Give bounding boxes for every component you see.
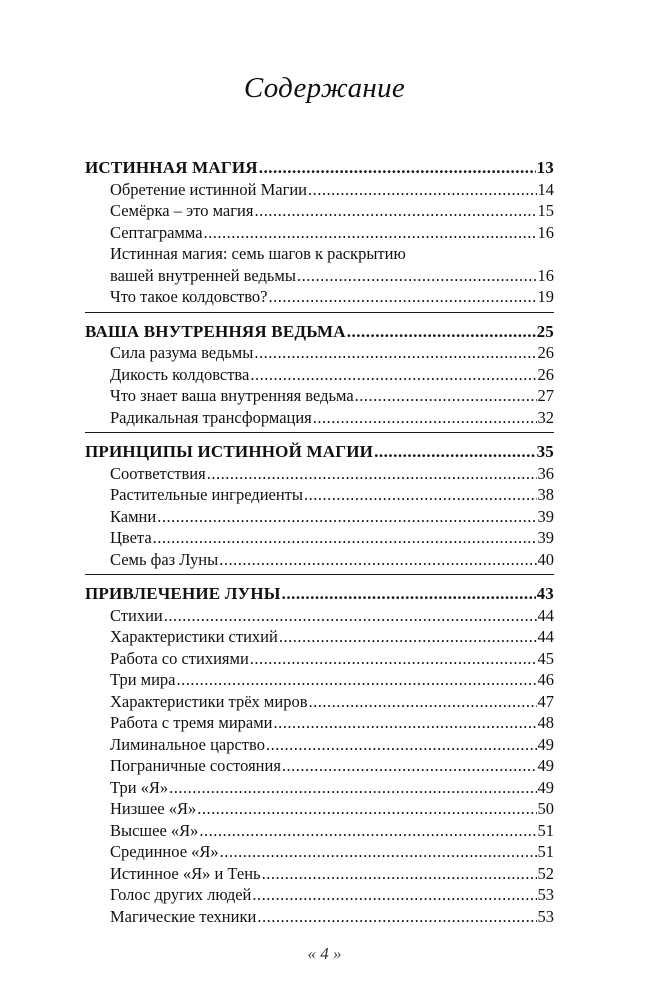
toc-entry[interactable]: [85, 626, 554, 648]
toc-entry-page: 16: [537, 265, 554, 285]
toc-section: [85, 321, 554, 434]
toc-entry[interactable]: [85, 385, 554, 407]
toc-section-heading[interactable]: [85, 157, 554, 179]
dot-leader: [259, 157, 536, 179]
toc-entry-title: Растительные ингредиенты: [110, 485, 303, 504]
toc-entry-page: 40: [537, 549, 554, 569]
dot-leader: [347, 321, 536, 343]
toc-entry-page: 53: [537, 906, 554, 926]
toc-section-heading[interactable]: [85, 321, 554, 343]
toc-entry-title: Голос других людей: [110, 885, 252, 904]
toc-entry-page: 26: [537, 364, 554, 384]
dot-leader: [157, 506, 536, 528]
dot-leader: [308, 691, 536, 713]
toc-entry-title: Септаграмма: [110, 222, 203, 242]
toc-entry-title: Характеристики трёх миров: [110, 691, 308, 711]
toc-entry[interactable]: [85, 527, 554, 549]
toc-entry[interactable]: [85, 648, 554, 670]
toc-entry[interactable]: [85, 841, 554, 863]
toc-entry-title: Работа со стихиями: [110, 648, 249, 668]
toc-entry-title: Камни: [110, 506, 157, 526]
toc-entry[interactable]: [85, 820, 554, 842]
toc-entry-page: 46: [537, 670, 554, 689]
toc-entry-page: 39: [537, 528, 554, 547]
toc-entry-page: 52: [537, 863, 554, 883]
page-title: Содержание: [243, 72, 406, 104]
toc-entry-page: 48: [537, 713, 554, 732]
toc-entry-title: ИСТИННАЯ МАГИЯ: [85, 158, 258, 177]
toc-entry[interactable]: [85, 777, 554, 799]
toc-section: [85, 583, 554, 931]
toc-entry-page: 32: [537, 407, 554, 427]
dot-leader: [262, 863, 537, 885]
toc-section: [85, 157, 554, 313]
dot-leader: [169, 777, 536, 799]
toc-entry-page: 16: [537, 222, 554, 242]
toc-entry-page: 53: [537, 885, 554, 904]
toc-entry[interactable]: [85, 884, 554, 906]
toc-entry[interactable]: [85, 755, 554, 777]
dot-leader: [279, 626, 537, 648]
toc-entry[interactable]: [85, 605, 554, 627]
toc-entry-page: 51: [537, 820, 554, 840]
toc-entry-title: Лиминальное царство: [110, 734, 265, 754]
toc-entry-title: Работа с тремя мирами: [110, 713, 273, 732]
toc-entry-title: Магические техники: [110, 906, 257, 926]
toc-entry-page: 27: [537, 386, 554, 405]
toc-entry-title: Цвета: [110, 528, 152, 547]
toc-entry-title: Что такое колдовство?: [110, 287, 268, 306]
dot-leader: [308, 179, 536, 201]
toc-entry-title: Стихии: [110, 605, 163, 625]
toc-entry-title: Низшее «Я»: [110, 799, 197, 818]
dot-leader: [197, 798, 536, 820]
toc-entry-title: Что знает ваша внутренняя ведьма: [110, 386, 354, 405]
toc-entry-title: ВАША ВНУТРЕННЯЯ ВЕДЬМА: [85, 321, 346, 341]
toc-entry-title: Характеристики стихий: [110, 627, 278, 646]
toc-entry-title-continued: вашей внутренней ведьмы: [110, 265, 296, 285]
toc-entry[interactable]: [85, 484, 554, 506]
toc-entry-page: 50: [537, 799, 554, 818]
toc-entry[interactable]: [85, 712, 554, 734]
toc-entry-title: Семь фаз Луны: [110, 549, 219, 569]
toc-entry-title: ПРИВЛЕЧЕНИЕ ЛУНЫ: [85, 584, 281, 603]
toc-entry-title: Три мира: [110, 670, 176, 689]
toc-entry[interactable]: [85, 734, 554, 756]
dot-leader: [313, 407, 537, 429]
dot-leader: [355, 385, 537, 407]
toc-entry-title: Дикость колдовства: [110, 364, 250, 384]
toc-entry-title: Сила разума ведьмы: [110, 343, 254, 362]
toc-entry-page: 19: [537, 287, 554, 306]
dot-leader: [266, 734, 537, 756]
toc-entry-page: 39: [537, 506, 554, 526]
toc-entry-page: 45: [537, 648, 554, 668]
toc-entry-title: Обретение истинной Магии: [110, 179, 308, 199]
toc-section: [85, 441, 554, 575]
toc-section-heading[interactable]: [85, 441, 554, 463]
toc-section-heading[interactable]: [85, 583, 554, 605]
dot-leader: [297, 265, 537, 287]
toc-entry-title: Семёрка – это магия: [110, 201, 254, 220]
dot-leader: [274, 712, 537, 734]
dot-leader: [207, 463, 537, 485]
toc-entry-title: Три «Я»: [110, 777, 169, 797]
toc-entry-page: 35: [536, 442, 554, 461]
toc-entry-page: 13: [536, 158, 554, 177]
toc-entry-title: Высшее «Я»: [110, 820, 199, 840]
toc-entry-page: 36: [537, 463, 554, 483]
toc-entry-title: Истинное «Я» и Тень: [110, 863, 261, 883]
dot-leader: [252, 884, 536, 906]
dot-leader: [268, 286, 536, 308]
toc-entry[interactable]: [85, 342, 554, 364]
toc-entry-page: 49: [537, 734, 554, 754]
toc-entry[interactable]: [85, 179, 554, 201]
page-number: « 4 »: [307, 944, 342, 963]
dot-leader: [164, 605, 537, 627]
toc-entry[interactable]: [85, 506, 554, 528]
toc-entry[interactable]: [85, 691, 554, 713]
toc-entry[interactable]: [85, 200, 554, 222]
dot-leader: [282, 583, 536, 605]
toc-entry[interactable]: [85, 286, 554, 308]
toc-entry-title: Срединное «Я»: [110, 842, 219, 861]
toc-entry-title: ПРИНЦИПЫ ИСТИННОЙ МАГИИ: [85, 442, 374, 461]
toc-entry[interactable]: [85, 798, 554, 820]
toc-entry[interactable]: [85, 669, 554, 691]
dot-leader: [282, 755, 537, 777]
toc-entry-page: 44: [537, 605, 554, 625]
toc-entry-page: 14: [537, 179, 554, 199]
toc-entry-line-1[interactable]: [85, 243, 554, 265]
toc-entry-page: 26: [537, 343, 554, 362]
toc-entry-page: 38: [537, 485, 554, 504]
toc-entry-title: Пограничные состояния: [110, 756, 281, 775]
dot-leader: [254, 200, 536, 222]
dot-leader: [153, 527, 537, 549]
dot-leader: [304, 484, 537, 506]
toc-entry-page: 51: [537, 842, 554, 861]
toc-entry[interactable]: [85, 364, 554, 386]
toc-entry-page: 44: [537, 627, 554, 646]
dot-leader: [199, 820, 536, 842]
toc-entry[interactable]: [85, 549, 554, 571]
toc-entry[interactable]: [85, 463, 554, 485]
dot-leader: [254, 342, 536, 364]
dot-leader: [250, 648, 537, 670]
dot-leader: [374, 441, 536, 463]
toc-entry-page: 43: [536, 584, 554, 603]
toc-entry[interactable]: [85, 906, 554, 928]
dot-leader: [219, 549, 536, 571]
dot-leader: [257, 906, 536, 928]
toc-entry-page: 49: [537, 756, 554, 775]
dot-leader: [220, 841, 537, 863]
toc-entry-page: 15: [537, 201, 554, 220]
toc-entry[interactable]: [85, 863, 554, 885]
table-of-contents: [85, 157, 554, 933]
toc-entry-title: Истинная магия: семь шагов к раскрытию: [110, 244, 406, 263]
toc-entry-line-2[interactable]: [85, 265, 554, 287]
toc-entry-title: Радикальная трансформация: [110, 407, 312, 427]
toc-entry-title: Соответствия: [110, 463, 206, 483]
toc-entry[interactable]: [85, 407, 554, 429]
dot-leader: [177, 669, 537, 691]
dot-leader: [204, 222, 537, 244]
toc-entry-page: 47: [537, 691, 554, 711]
toc-entry[interactable]: [85, 222, 554, 244]
toc-entry-page: 25: [536, 321, 554, 341]
toc-entry-page: 49: [537, 777, 554, 797]
dot-leader: [250, 364, 536, 386]
